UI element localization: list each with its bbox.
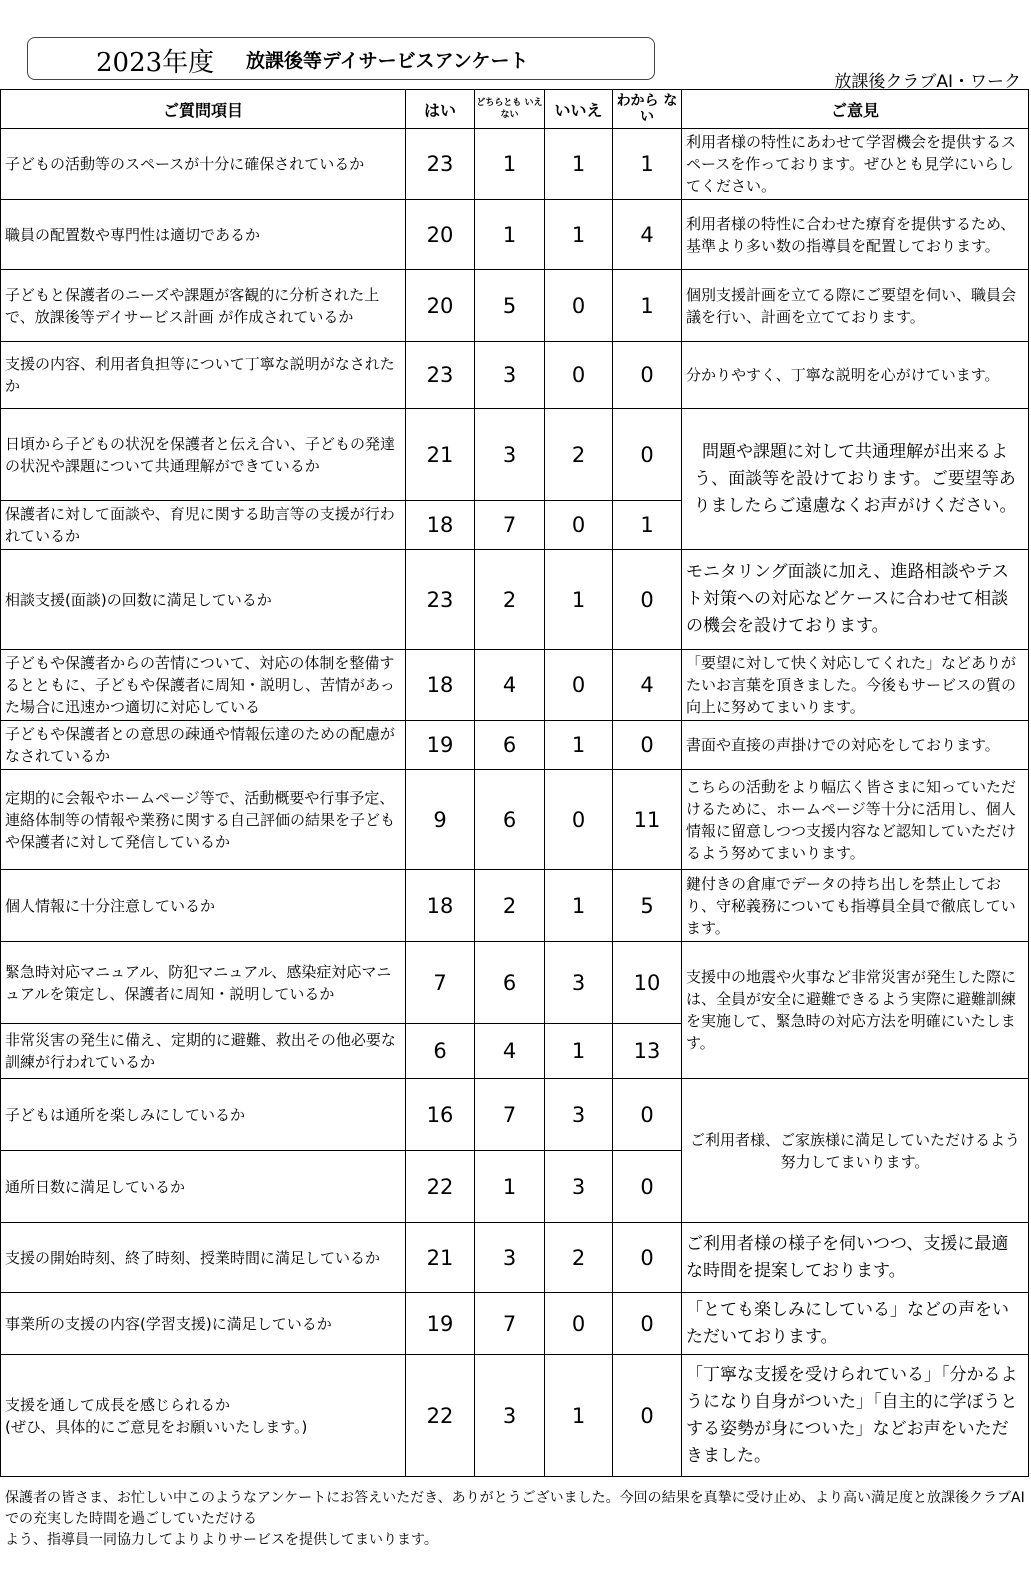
table-row (1, 942, 1029, 1024)
table-row (1, 200, 1029, 270)
neither-count: 7 (475, 1293, 545, 1355)
table-row (1, 770, 1029, 870)
neither-count: 6 (475, 942, 545, 1024)
comment-cell: ご利用者様、ご家族様に満足していただけるよう努力してまいります。 (682, 1079, 1029, 1223)
table-row (1, 870, 1029, 942)
question-cell: 日頃から子どもの状況を保護者と伝え合い、子どもの発達の状況や課題について共通理解ができているか (1, 409, 406, 501)
yes-count: 23 (406, 129, 475, 200)
table-row (1, 409, 1029, 501)
comment-cell: モニタリング面談に加え、進路相談やテスト対策への対応などケースに合わせて相談の機会を設けております。 (682, 550, 1029, 650)
unknown-count: 0 (613, 342, 682, 409)
comment-cell: 「とても楽しみにしている」などの声をいただいております。 (682, 1293, 1029, 1355)
col-unknown: わから ない (613, 90, 682, 129)
question-cell: 支援の開始時刻、終了時刻、授業時間に満足しているか (1, 1223, 406, 1293)
neither-count: 3 (475, 342, 545, 409)
comment-cell: 「丁寧な支援を受けられている」「分かるようになり自身がついた」「自主的に学ぼうとする姿勢が身についた」などお声をいただきました。 (682, 1355, 1029, 1477)
no-count: 0 (545, 1293, 613, 1355)
col-neither: どちらとも いえない (475, 90, 545, 129)
neither-count: 4 (475, 1024, 545, 1079)
question-cell: 定期的に会報やホームページ等で、活動概要や行事予定、連絡体制等の情報や業務に関する自己評価の結果を子どもや保護者に対して発信しているか (1, 770, 406, 870)
yes-count: 16 (406, 1079, 475, 1151)
question-cell: 保護者に対して面談や、育児に関する助言等の支援が行われているか (1, 501, 406, 550)
question-cell: 個人情報に十分注意しているか (1, 870, 406, 942)
comment-cell: 「要望に対して快く対応してくれた」などありがたいお言葉を頂きました。今後もサービスの質の向上に努めてまいります。 (682, 650, 1029, 721)
no-count: 1 (545, 200, 613, 270)
comment-cell: こちらの活動をより幅広く皆さまに知っていただけるために、ホームページ等十分に活用し、個人情報に留意しつつ支援内容など認知していただけるよう努めてまいります。 (682, 770, 1029, 870)
neither-count: 7 (475, 501, 545, 550)
neither-count: 3 (475, 1355, 545, 1477)
unknown-count: 4 (613, 200, 682, 270)
neither-count: 6 (475, 770, 545, 870)
table-row (1, 342, 1029, 409)
question-cell: 子どもや保護者からの苦情について、対応の体制を整備するとともに、子どもや保護者に周知・説明し、苦情があった場合に迅速かつ適切に対応している (1, 650, 406, 721)
neither-count: 7 (475, 1079, 545, 1151)
no-count: 1 (545, 1024, 613, 1079)
comment-cell: ご利用者様の様子を伺いつつ、支援に最適な時間を提案しております。 (682, 1223, 1029, 1293)
unknown-count: 1 (613, 270, 682, 342)
table-row (1, 270, 1029, 342)
yes-count: 18 (406, 501, 475, 550)
no-count: 0 (545, 650, 613, 721)
no-count: 3 (545, 1079, 613, 1151)
unknown-count: 0 (613, 1355, 682, 1477)
unknown-count: 4 (613, 650, 682, 721)
yes-count: 19 (406, 721, 475, 770)
col-yes: はい (406, 90, 475, 129)
no-count: 1 (545, 870, 613, 942)
table-row (1, 1223, 1029, 1293)
neither-count: 1 (475, 129, 545, 200)
question-cell: 緊急時対応マニュアル、防犯マニュアル、感染症対応マニュアルを策定し、保護者に周知・説明しているか (1, 942, 406, 1024)
question-cell: 相談支援(面談)の回数に満足しているか (1, 550, 406, 650)
unknown-count: 0 (613, 409, 682, 501)
neither-count: 3 (475, 1223, 545, 1293)
question-cell: 子どもの活動等のスペースが十分に確保されているか (1, 129, 406, 200)
table-row (1, 1355, 1029, 1477)
unknown-count: 1 (613, 501, 682, 550)
no-count: 1 (545, 721, 613, 770)
yes-count: 20 (406, 270, 475, 342)
table-row (1, 1293, 1029, 1355)
unknown-count: 10 (613, 942, 682, 1024)
question-cell: 支援を通して成長を感じられるか (ぜひ、具体的にご意見をお願いいたします。) (1, 1355, 406, 1477)
comment-cell: 利用者様の特性にあわせて学習機会を提供するスペースを作っております。ぜひとも見学にいらしてください。 (682, 129, 1029, 200)
col-comment: ご意見 (682, 90, 1029, 129)
neither-count: 1 (475, 1151, 545, 1223)
yes-count: 21 (406, 1223, 475, 1293)
yes-count: 9 (406, 770, 475, 870)
no-count: 0 (545, 270, 613, 342)
comment-cell: 個別支援計画を立てる際にご要望を伺い、職員会議を行い、計画を立てております。 (682, 270, 1029, 342)
title-box (27, 37, 655, 80)
yes-count: 23 (406, 550, 475, 650)
neither-count: 5 (475, 270, 545, 342)
yes-count: 22 (406, 1355, 475, 1477)
unknown-count: 0 (613, 1151, 682, 1223)
no-count: 2 (545, 409, 613, 501)
unknown-count: 0 (613, 1293, 682, 1355)
yes-count: 23 (406, 342, 475, 409)
page-title: 放課後等デイサービスアンケート (246, 50, 529, 72)
no-count: 3 (545, 942, 613, 1024)
unknown-count: 0 (613, 721, 682, 770)
no-count: 3 (545, 1151, 613, 1223)
header-row (1, 90, 1029, 129)
yes-count: 22 (406, 1151, 475, 1223)
col-question: ご質問項目 (1, 90, 406, 129)
no-count: 1 (545, 129, 613, 200)
table-row (1, 1079, 1029, 1151)
unknown-count: 11 (613, 770, 682, 870)
organization-name: 放課後クラブAI・ワーク (834, 72, 1021, 92)
yes-count: 21 (406, 409, 475, 501)
neither-count: 1 (475, 200, 545, 270)
yes-count: 7 (406, 942, 475, 1024)
unknown-count: 0 (613, 1079, 682, 1151)
yes-count: 20 (406, 200, 475, 270)
unknown-count: 1 (613, 129, 682, 200)
unknown-count: 0 (613, 550, 682, 650)
comment-cell: 利用者様の特性に合わせた療育を提供するため、基準より多い数の指導員を配置しております。 (682, 200, 1029, 270)
neither-count: 2 (475, 550, 545, 650)
comment-cell: 書面や直接の声掛けでの対応をしております。 (682, 721, 1029, 770)
comment-cell: 分かりやすく、丁寧な説明を心がけています。 (682, 342, 1029, 409)
question-cell: 子どもと保護者のニーズや課題が客観的に分析された上で、放課後等デイサービス計画 が作成されているか (1, 270, 406, 342)
table-row (1, 550, 1029, 650)
no-count: 2 (545, 1223, 613, 1293)
question-cell: 通所日数に満足しているか (1, 1151, 406, 1223)
unknown-count: 13 (613, 1024, 682, 1079)
table-row (1, 650, 1029, 721)
table-row (1, 129, 1029, 200)
neither-count: 2 (475, 870, 545, 942)
title-year: 2023年度 (96, 48, 215, 78)
col-no: いいえ (545, 90, 613, 129)
neither-count: 3 (475, 409, 545, 501)
no-count: 0 (545, 770, 613, 870)
table-row (1, 721, 1029, 770)
question-cell: 非常災害の発生に備え、定期的に避難、救出その他必要な訓練が行われているか (1, 1024, 406, 1079)
no-count: 1 (545, 1355, 613, 1477)
question-cell: 職員の配置数や専門性は適切であるか (1, 200, 406, 270)
comment-cell: 支援中の地震や火事など非常災害が発生した際には、全員が安全に避難できるよう実際に避難訓練を実施して、緊急時の対応方法を明確にいたします。 (682, 942, 1029, 1079)
yes-count: 6 (406, 1024, 475, 1079)
neither-count: 4 (475, 650, 545, 721)
yes-count: 19 (406, 1293, 475, 1355)
no-count: 0 (545, 342, 613, 409)
no-count: 1 (545, 550, 613, 650)
question-cell: 子どもは通所を楽しみにしているか (1, 1079, 406, 1151)
question-cell: 子どもや保護者との意思の疎通や情報伝達のための配慮がなされているか (1, 721, 406, 770)
unknown-count: 5 (613, 870, 682, 942)
survey-table (0, 89, 1029, 1477)
unknown-count: 0 (613, 1223, 682, 1293)
yes-count: 18 (406, 870, 475, 942)
closing-message: 保護者の皆さま、お忙しい中このようなアンケートにお答えいただき、ありがとうございました。今回の結果を真摯に受け止め、より高い満足度と放課後クラブAIでの充実した時間を過ごしていただける よう、指導員一同協力してよりよりサービスを提供してまいります。 (5, 1490, 1025, 1548)
yes-count: 18 (406, 650, 475, 721)
question-cell: 事業所の支援の内容(学習支援)に満足しているか (1, 1293, 406, 1355)
comment-cell: 問題や課題に対して共通理解が出来るよう、面談等を設けております。ご要望等ありましたらご遠慮なくお声がけください。 (682, 409, 1029, 550)
neither-count: 6 (475, 721, 545, 770)
question-cell: 支援の内容、利用者負担等について丁寧な説明がなされたか (1, 342, 406, 409)
no-count: 0 (545, 501, 613, 550)
comment-cell: 鍵付きの倉庫でデータの持ち出しを禁止しており、守秘義務についても指導員全員で徹底しています。 (682, 870, 1029, 942)
